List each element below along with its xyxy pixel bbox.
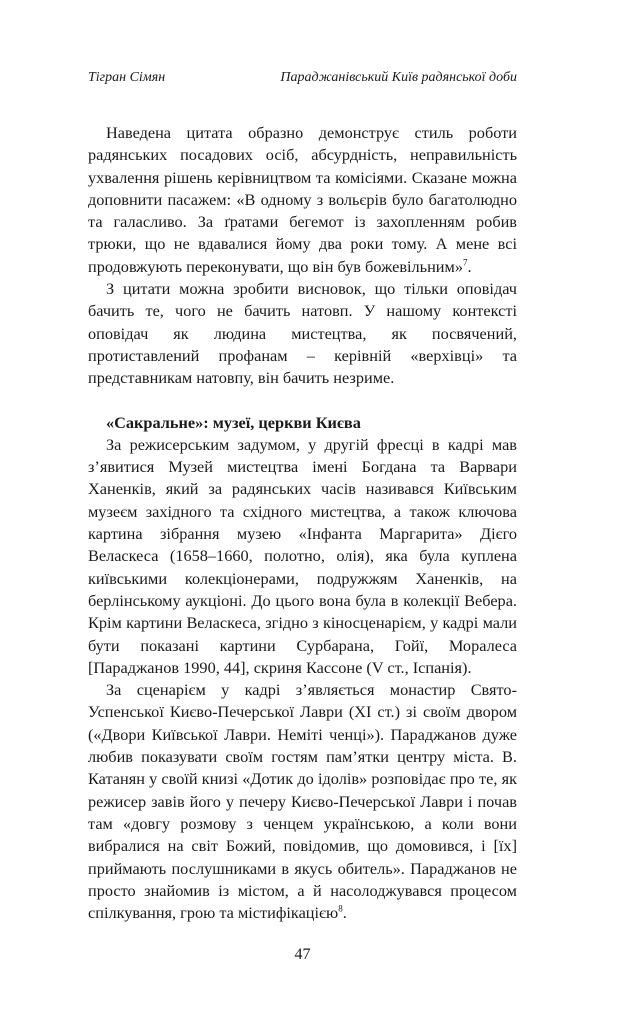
paragraph: За режисерським задумом, у другій фресці в кадрі мав з’явитися Музей мистецтва імені Богдана та Варвари Ханенків, який за радянських часів називався Київським музеєм західного та східного мистецтва, а також ключова картина зібрання музею «Інфанта Маргарита» Дієго Веласкеса (1658–1660, полотно, олія), яка була куплена київськими колекціонерами, подружжям Ханенків, на берлінському аукціоні. До цього вона була в колекції Вебера. Крім картини Веласкеса, згідно з кіносценарієм, у кадрі мали бути показані картини Сурбарана, Гойї, Моралеса [Параджанов 1990, 44], скриня Кассоне (V ст., Іспанія). xyxy=(88,434,517,677)
body-text xyxy=(88,122,517,924)
running-header xyxy=(88,70,517,92)
paragraph xyxy=(88,679,517,924)
page-number: 47 xyxy=(294,946,311,963)
header-title: Параджанівський Київ радянської доби xyxy=(280,70,517,85)
paragraph-text: Наведена цитата образно демонструє стиль роботи радянських посадових осіб, абсурдність, неправильність ухвалення рішень керівництвом та комісіями. Сказане можна доповнити пасажем: «В одному з вольєрів було багатолюдно та галасливо. За ґратами бегемот із захопленням робив трюки, що не вдавалися йому два роки тому. А мене всі продовжують переконувати, що він був божевільним» xyxy=(88,123,517,276)
paragraph: З цитати можна зробити висновок, що тільки оповідач бачить те, чого не бачить натовп. У нашому контексті оповідач як людина мистецтва, як посвячений, протиставлений профанам – керівній «верхівці» та представникам натовпу, він бачить незриме. xyxy=(88,279,517,388)
header-author: Тігран Сімян xyxy=(88,70,166,85)
footnote-ref[interactable]: 8 xyxy=(338,903,343,914)
paragraph xyxy=(88,122,517,278)
section-heading: «Сакральне»: музеї, церкви Києва xyxy=(106,412,361,432)
footnote-ref[interactable]: 7 xyxy=(462,257,468,268)
book-page xyxy=(88,0,517,1024)
paragraph-end: . xyxy=(467,256,472,276)
paragraph-end: . xyxy=(342,903,347,923)
paragraph-text: За сценарієм у кадрі з’являється монастир Свято-Успенської Києво-Печерської Лаври (XI ст.) зі своїм двором («Двори Київської Лаври. Неміті ченці»). Параджанов дуже любив показувати своїм гостям пам’ятки центру міста. В. Катанян у своїй книзі «Дотик до ідолів» розповідає про те, як режисер завів його у печеру Києво-Печерської Лаври і почав там «довгу розмову з ченцем українською, а коли вони вибралися на світ Божий, повідомив, що домовився, і [їх] приймають послушниками в якусь обитель». Параджанов не просто знайомив із містом, а й насолоджувався процесом спілкування, грою та містифікацією xyxy=(88,680,517,923)
